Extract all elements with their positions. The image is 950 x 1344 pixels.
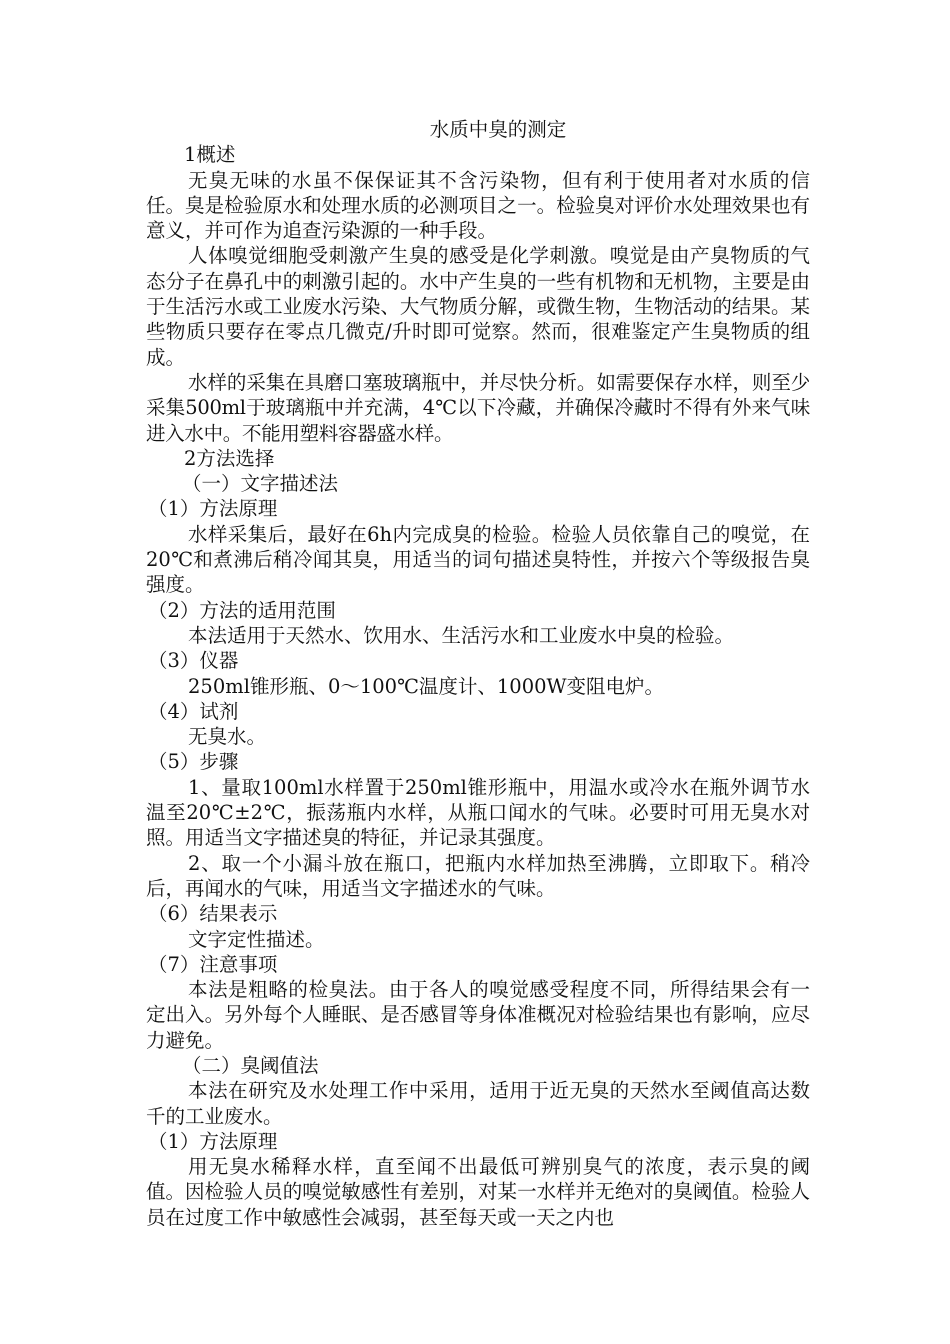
paragraph: 本法是粗略的检臭法。由于各人的嗅觉感受程度不同，所得结果会有一定出入。另外每个人睡眠、是否感冒等身体准概况对检验结果也有影响，应尽力避免。 xyxy=(146,978,810,1052)
subsection-heading: （6）结果表示 xyxy=(148,902,278,926)
paragraph: 水样的采集在具磨口塞玻璃瓶中，并尽快分析。如需要保存水样，则至少采集500ml于玻璃瓶中并充满，4℃以下冷藏，并确保冷藏时不得有外来气味进入水中。不能用塑料容器盛水样。 xyxy=(146,370,810,445)
paragraph: 2、取一个小漏斗放在瓶口，把瓶内水样加热至沸腾，立即取下。稍冷后，再闻水的气味，用适当文字描述水的气味。 xyxy=(146,851,810,900)
document-page xyxy=(146,117,810,1230)
paragraph: 人体嗅觉细胞受刺激产生臭的感受是化学刺激。嗅觉是由产臭物质的气态分子在鼻孔中的刺激引起的。水中产生臭的一些有机物和无机物，主要是由于生活污水或工业废水污染、大气物质分解，或微生物，生物活动的结果。某些物质只要存在零点几微克/升时即可觉察。然而，很难鉴定产生臭物质的组成。 xyxy=(146,244,810,369)
subsection-heading: （1）方法原理 xyxy=(148,497,278,521)
paragraph: 本法在研究及水处理工作中采用，适用于近无臭的天然水至阈值高达数千的工业废水。 xyxy=(146,1079,810,1128)
subsection-heading: （2）方法的适用范围 xyxy=(148,598,336,622)
method-heading-threshold: （二）臭阈值法 xyxy=(182,1053,319,1077)
paragraph: 无臭无味的水虽不保保证其不含污染物，但有利于使用者对水质的信任。臭是检验原水和处理水质的必测项目之一。检验臭对评价水处理效果也有意义，并可作为追查污染源的一种手段。 xyxy=(146,168,810,243)
section-heading-overview: 1概述 xyxy=(184,143,236,167)
subsection-heading: （1）方法原理 xyxy=(148,1129,278,1153)
method-heading-text-description: （一）文字描述法 xyxy=(182,472,339,496)
paragraph: 本法适用于天然水、饮用水、生活污水和工业废水中臭的检验。 xyxy=(188,623,735,647)
subsection-heading: （5）步骤 xyxy=(148,750,239,774)
subsection-heading: （4）试剂 xyxy=(148,699,239,723)
paragraph: 水样采集后，最好在6h内完成臭的检验。检验人员依靠自己的嗅觉，在20℃和煮沸后稍冷闻其臭，用适当的词句描述臭特性，并按六个等级报告臭强度。 xyxy=(146,522,810,597)
paragraph: 1、量取100ml水样置于250ml锥形瓶中，用温水或冷水在瓶外调节水温至20℃±2℃，振荡瓶内水样，从瓶口闻水的气味。必要时可用无臭水对照。用适当文字描述臭的特征，并记录其强度。 xyxy=(146,775,810,850)
paragraph: 250ml锥形瓶、0～100℃温度计、1000W变阻电炉。 xyxy=(188,674,665,698)
paragraph: 文字定性描述。 xyxy=(188,927,325,951)
subsection-heading: （3）仪器 xyxy=(148,649,239,673)
section-heading-methods: 2方法选择 xyxy=(184,446,275,470)
paragraph: 用无臭水稀释水样，直至闻不出最低可辨别臭气的浓度，表示臭的阈值。因检验人员的嗅觉敏感性有差别，对某一水样并无绝对的臭阈值。检验人员在过度工作中敏感性会减弱，甚至每天或一天之内也 xyxy=(146,1155,810,1229)
document-title: 水质中臭的测定 xyxy=(429,118,567,141)
subsection-heading: （7）注意事项 xyxy=(148,952,278,976)
paragraph: 无臭水。 xyxy=(188,725,267,749)
